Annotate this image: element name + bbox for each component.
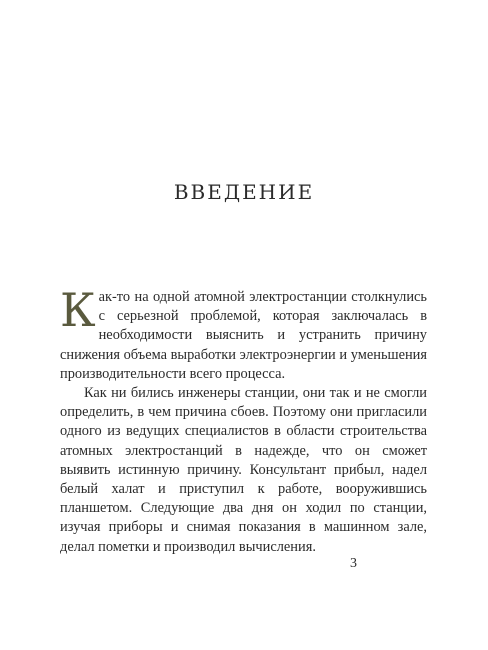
page-number: 3 — [350, 556, 357, 571]
drop-cap: К — [60, 283, 96, 337]
paragraph-second: Как ни бились инженеры станции, они так и не смогли определить, в чем причина сбоев. Поэтому они пригласили одного из ведущих специалистов в области строительства атомных электростанций в надежде, что он сможет выявить истинную причину. Консультант прибыл, надел белый халат и приступил к работе, вооружившись планшетом. Следующие два дня он ходил по станции, изучая приборы и снимая показания в машинном зале, делал пометки и производил вычисления. — [60, 385, 427, 555]
paragraph-first — [60, 283, 427, 384]
chapter-body — [60, 283, 427, 557]
paragraph-first-text: ак-то на одной атомной электростанции столкнулись с серьезной проблемой, которая заключалась в необходимости выяснить и устранить причину снижения объема выработки электроэнергии и уменьшения производительности всего процесса. — [60, 289, 427, 382]
chapter-heading: ВВЕДЕНИЕ — [173, 180, 315, 204]
